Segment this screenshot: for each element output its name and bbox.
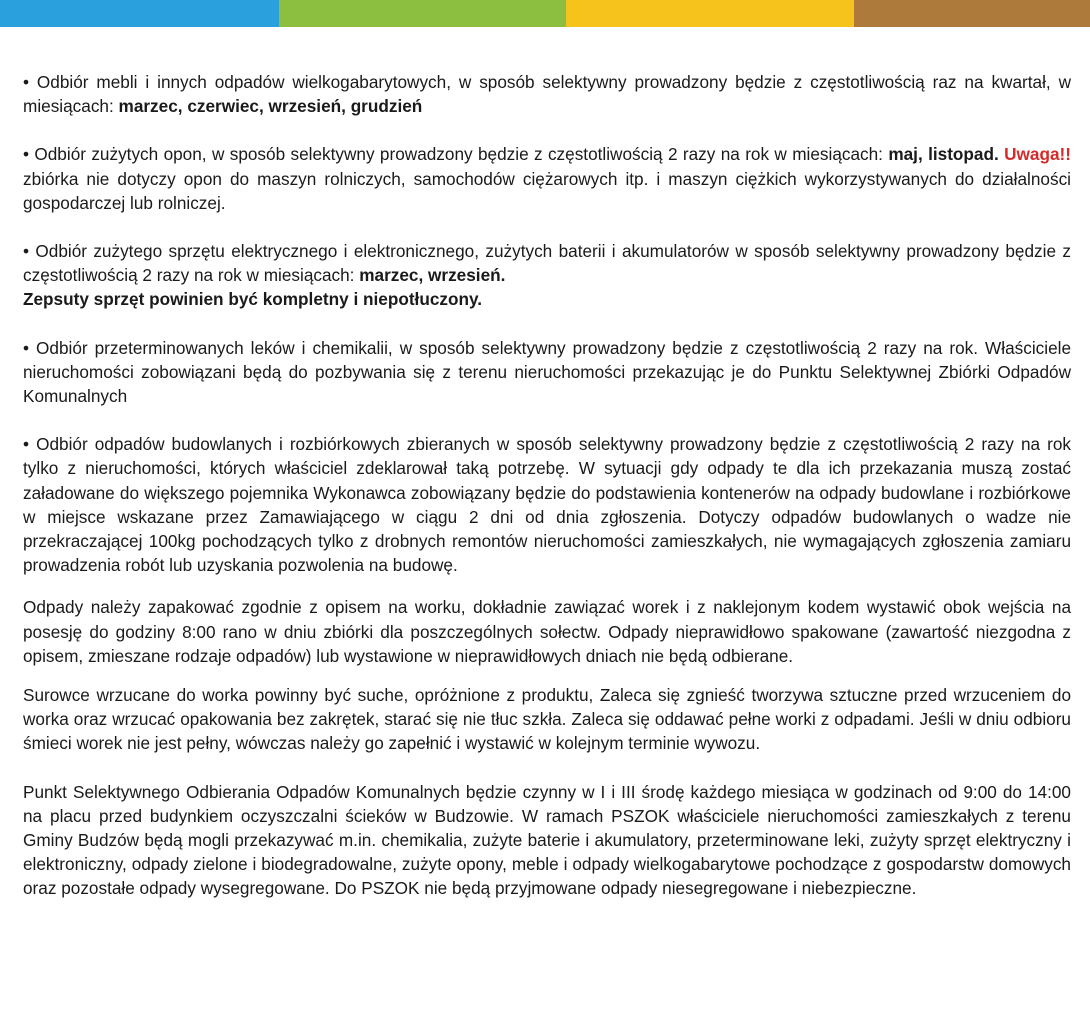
header-color-bar <box>0 0 1090 27</box>
pszok-info-paragraph: Punkt Selektywnego Odbierania Odpadów Komunalnych będzie czynny w I i III środę każdego miesiąca w godzinach od 9:00 do 14:00 na placu przed budynkiem oczyszczalni ścieków w Budzowie. W ramach PSZOK właściciele nieruchomości zamieszkałych z terenu Gminy Budzów będą mogli przekazywać m.in. chemikalia, zużyte baterie i akumulatory, przeterminowane leki, zużyty sprzęt elektryczny i elektroniczny, odpady zielone i biodegradowalne, zużyte opony, meble i odpady wielkogabarytowe pochodzące z gospodarstw domowych oraz pozostałe odpady wysegregowane. Do PSZOK nie będą przyjmowane odpady niesegregowane i niebezpieczne. <box>23 781 1071 899</box>
furniture-collection-text: • Odbiór mebli i innych odpadów wielkogabarytowych, w sposób selektywny prowadzony będzie z częstotliwością raz na kwartał, w miesiącach: <box>23 72 1071 117</box>
tires-warning-label: Uwaga!! <box>1004 144 1071 165</box>
construction-collection-text: • Odbiór odpadów budowlanych i rozbiórkowych zbieranych w sposób selektywny prowadzony będzie z częstotliwością 2 razy na rok tylko z nieruchomości, których właściciel zdeklarował taką potrzebę. W sytuacji gdy odpady te dla ich przekazania muszą zostać załadowane do większego pojemnika Wykonawca zobowiązany będzie do podstawienia kontenerów na odpady budowlane i rozbiórkowe w miejsce wskazane przez Zamawiającego w ciągu 2 dni od dnia zgłoszenia. Dotyczy odpadów budowlanych o wadze nie przekraczającej 100kg pochodzących tylko z drobnych remontów nieruchomości zamieszkałych, nie wymagających zgłoszenia zamiaru prowadzenia robót lub uzyskania pozwolenia na budowę. <box>23 434 1071 576</box>
medicines-collection-item <box>23 336 1071 409</box>
electronics-collection-months: marzec, wrzesień. <box>359 265 506 286</box>
document-body <box>23 70 1071 901</box>
color-bar-segment-blue <box>0 0 279 27</box>
electronics-collection-item <box>23 239 1071 312</box>
tires-collection-text: • Odbiór zużytych opon, w sposób selektywny prowadzony będzie z częstotliwością 2 razy na rok w miesiącach: <box>23 144 889 165</box>
furniture-collection-item <box>23 70 1071 118</box>
tires-collection-months: maj, listopad. <box>888 144 999 165</box>
medicines-collection-text: • Odbiór przeterminowanych leków i chemikalii, w sposób selektywny prowadzony będzie z częstotliwością 2 razy na rok. Właściciele nieruchomości zobowiązani będą do pozbywania się z terenu nieruchomości przekazując je do Punktu Selektywnej Zbiórki Odpadów Komunalnych <box>23 337 1071 407</box>
color-bar-segment-brown <box>854 0 1090 27</box>
packing-rules-paragraph: Odpady należy zapakować zgodnie z opisem na worku, dokładnie zawiązać worek i z naklejonym kodem wystawić obok wejścia na posesję do godziny 8:00 rano w dniu zbiórki dla poszczególnych sołectw. Odpady nieprawidłowo spakowane (zawartość niezgodna z opisem, zmieszane rodzaje odpadów) lub wystawione w nieprawidłowych dniach nie będą odbierane. <box>23 597 1071 666</box>
furniture-collection-months: marzec, czerwiec, wrzesień, grudzień <box>118 96 423 117</box>
construction-collection-item <box>23 432 1071 577</box>
color-bar-segment-yellow <box>566 0 854 27</box>
tires-collection-item <box>23 142 1071 215</box>
recyclables-rules-paragraph: Surowce wrzucane do worka powinny być suche, opróżnione z produktu, Zaleca się zgnieść tworzywa sztuczne przed wrzuceniem do worka oraz wrzucać opakowania bez zakrętek, starać się nie tłuc szkła. Zaleca się oddawać pełne worki z odpadami. Jeśli w dniu odbioru śmieci worek nie jest pełny, wówczas należy go zapełnić i wystawić w kolejnym terminie wywozu. <box>23 685 1071 754</box>
electronics-collection-text: • Odbiór zużytego sprzętu elektrycznego i elektronicznego, zużytych baterii i akumulatorów w sposób selektywny prowadzony będzie z częstotliwością 2 razy na rok w miesiącach: <box>23 241 1071 286</box>
color-bar-segment-green <box>279 0 566 27</box>
electronics-collection-note: Zepsuty sprzęt powinien być kompletny i niepotłuczony. <box>23 289 483 310</box>
tires-warning-text: zbiórka nie dotyczy opon do maszyn rolniczych, samochodów ciężarowych itp. i maszyn ciężkich wykorzystywanych do działalności gospodarczej lub rolniczej. <box>23 168 1071 213</box>
